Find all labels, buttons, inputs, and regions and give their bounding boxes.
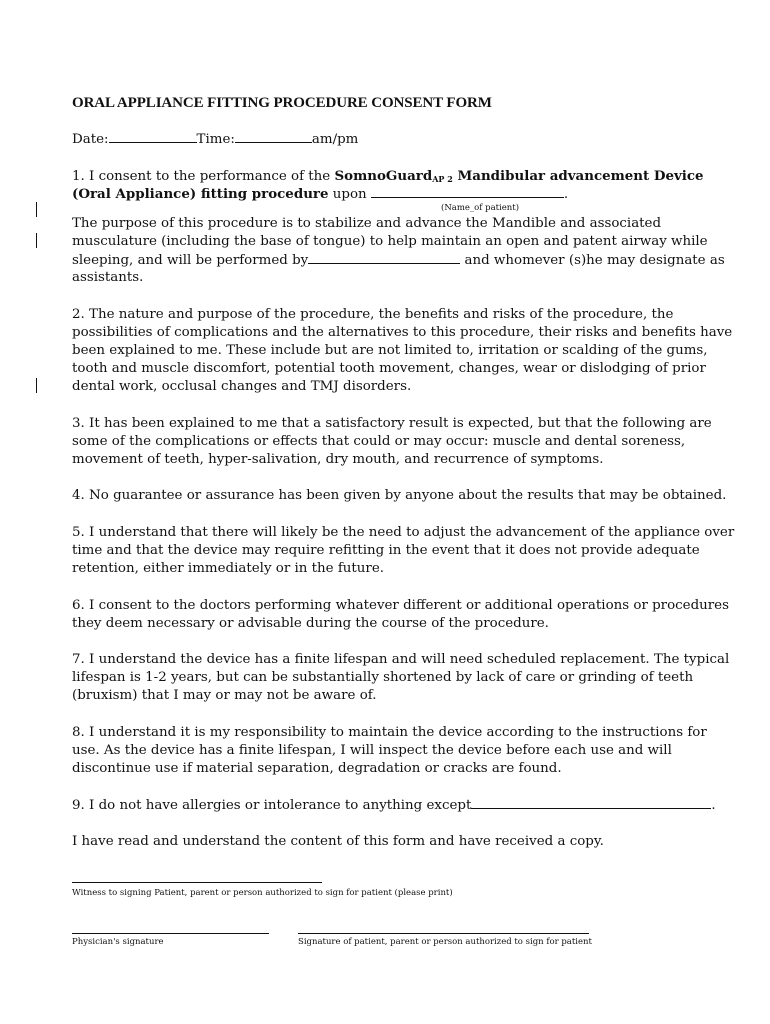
p6-line2: they deem necessary or advisable during the course of the procedure. <box>72 616 549 631</box>
p7-line2: lifespan is 1-2 years, but can be substantially shortened by lack of care or grinding of teeth <box>72 670 694 685</box>
p9-line1: 9. I do not have allergies or intolerance to anything except . <box>72 798 716 813</box>
purpose-line2: musculature (including the base of tongue) to help maintain an open and patent airway while <box>72 234 708 249</box>
date-label: Date: <box>72 132 109 147</box>
p2-line3: been explained to me. These include but are not limited to, irritation or scalding of the gums, <box>72 343 708 358</box>
p2-line5: dental work, occlusal changes and TMJ disorders. <box>72 379 412 394</box>
p8-line3: discontinue use if material separation, degradation or cracks are found. <box>72 761 562 776</box>
p1-line1: 1. I consent to the performance of the SomnoGuard$_{AP 2}$ Mandibular advancement Device <box>72 168 704 184</box>
physician-signature-line[interactable] <box>72 933 269 934</box>
p2-line2: possibilities of complications and the alternatives to this procedure, their risks and benefits have <box>72 325 733 340</box>
p2-line4: tooth and muscle discomfort, potential tooth movement, changes, wear or dislodging of prior <box>72 361 706 376</box>
p3-line1: 3. It has been explained to me that a satisfactory result is expected, but that the following are <box>72 416 712 431</box>
p3-line3: movement of teeth, hyper-salivation, dry mouth, and recurrence of symptoms. <box>72 452 604 467</box>
p5-line2: time and that the device may require refitting in the event that it does not provide adequate <box>72 543 700 558</box>
p5-line3: retention, either immediately or in the future. <box>72 561 384 576</box>
date-field[interactable] <box>109 130 197 143</box>
revision-bar <box>36 202 37 217</box>
p8-line1: 8. I understand it is my responsibility to maintain the device according to the instructions for <box>72 725 707 740</box>
name-caption: (Name_of patient) <box>441 203 520 213</box>
p4-line1: 4. No guarantee or assurance has been given by anyone about the results that may be obtained. <box>72 488 727 503</box>
p1-line2: (Oral Appliance) fitting procedure upon . <box>72 186 569 202</box>
performer-field[interactable] <box>308 251 460 264</box>
p7-line1: 7. I understand the device has a finite lifespan and will need scheduled replacement. The typical <box>72 652 730 667</box>
time-label: Time: <box>196 132 235 147</box>
revision-bar <box>36 233 37 248</box>
purpose-line4: assistants. <box>72 270 144 285</box>
physician-signature-caption: Physician's signature <box>72 937 164 947</box>
patient-name-field[interactable] <box>371 185 564 198</box>
purpose-line3: sleeping, and will be performed by and whomever (s)he may designate as <box>72 253 725 268</box>
time-field[interactable] <box>235 130 312 143</box>
p7-line3: (bruxism) that I may or may not be aware of. <box>72 688 377 703</box>
patient-signature-caption: Signature of patient, parent or person authorized to sign for patient <box>298 937 592 947</box>
witness-caption: Witness to signing Patient, parent or person authorized to sign for patient (please print) <box>72 888 453 898</box>
p3-line2: some of the complications or effects that could or may occur: muscle and dental soreness, <box>72 434 686 449</box>
device-model: AP 2 <box>432 174 453 184</box>
patient-signature-line[interactable] <box>298 933 589 934</box>
date-time-line <box>72 130 358 149</box>
device-brand: SomnoGuard <box>334 168 433 184</box>
ampm-label: am/pm <box>311 132 359 147</box>
acknowledgement-line: I have read and understand the content of this form and have received a copy. <box>72 834 604 849</box>
allergies-field[interactable] <box>471 796 711 809</box>
revision-bar <box>36 378 37 393</box>
p6-line1: 6. I consent to the doctors performing whatever different or additional operations or procedures <box>72 598 729 613</box>
p5-line1: 5. I understand that there will likely be the need to adjust the advancement of the appliance over <box>72 525 735 540</box>
p8-line2: use. As the device has a finite lifespan, I will inspect the device before each use and will <box>72 743 672 758</box>
form-title: ORAL APPLIANCE FITTING PROCEDURE CONSENT FORM <box>72 95 492 111</box>
p2-line1: 2. The nature and purpose of the procedure, the benefits and risks of the procedure, the <box>72 307 674 322</box>
witness-signature-line[interactable] <box>72 882 322 883</box>
purpose-line1: The purpose of this procedure is to stabilize and advance the Mandible and associated <box>72 216 662 231</box>
